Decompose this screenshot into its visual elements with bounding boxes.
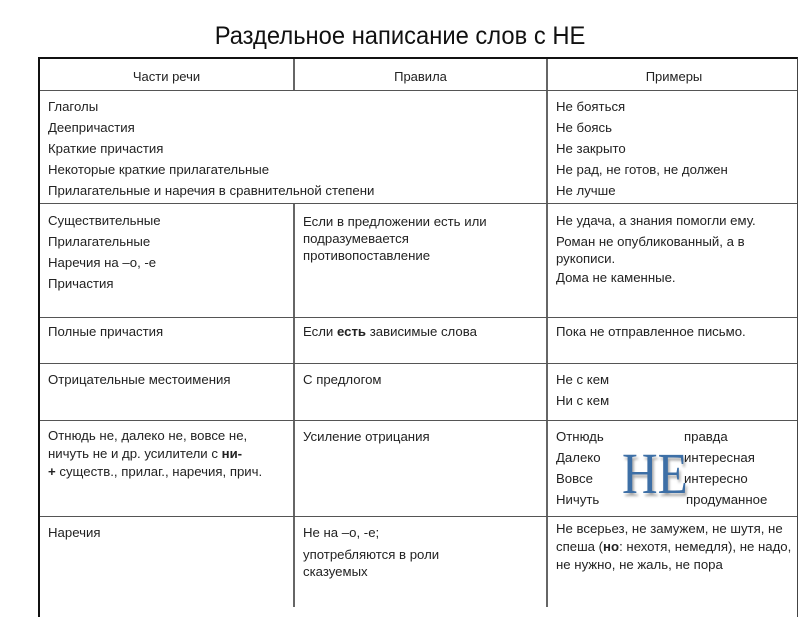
example-item: Не с кем bbox=[556, 372, 610, 387]
example-left: Ничуть bbox=[556, 492, 600, 507]
rules-table bbox=[38, 57, 798, 617]
cell-rule bbox=[295, 517, 548, 607]
example-item: Не боясь bbox=[556, 120, 613, 135]
table-row bbox=[40, 91, 797, 204]
header-rules: Правила bbox=[295, 59, 548, 90]
example-left: Вовсе bbox=[556, 471, 593, 486]
part-item: Деепричастия bbox=[48, 120, 135, 135]
part-item: Существительные bbox=[48, 213, 161, 228]
cell-examples bbox=[548, 364, 800, 420]
example-item: Дома не каменные. bbox=[556, 270, 676, 285]
part-bold: ни- bbox=[221, 446, 243, 461]
ne-logo: НЕ bbox=[622, 441, 688, 506]
example-right: интересно bbox=[684, 471, 748, 486]
rule-bold: есть bbox=[336, 324, 367, 339]
example-right: интересная bbox=[684, 450, 755, 465]
table-row bbox=[40, 517, 797, 607]
example-item: Ни с кем bbox=[556, 393, 610, 408]
part-item: Прилагательные bbox=[48, 234, 151, 249]
page-title: Раздельное написание слов с НЕ bbox=[214, 22, 586, 50]
cell-part: Полные причастия bbox=[40, 318, 295, 363]
example-item: Не закрыто bbox=[556, 141, 626, 156]
example-left: Далеко bbox=[556, 450, 601, 465]
example-item: Роман не опубликованный, а в рукописи. bbox=[556, 234, 745, 266]
rule-line: Не на –о, -е; bbox=[303, 525, 380, 540]
part-bold: + bbox=[48, 464, 56, 479]
part-item: Некоторые краткие прилагательные bbox=[48, 162, 270, 177]
part-item: Прилагательные и наречия в сравнительной степени bbox=[48, 183, 375, 198]
table-row bbox=[40, 421, 797, 517]
cell-examples bbox=[548, 421, 800, 516]
header-parts-of-speech: Части речи bbox=[40, 59, 295, 90]
example-bold: но bbox=[603, 539, 620, 554]
example-right: правда bbox=[684, 429, 728, 444]
table-header-row bbox=[40, 59, 797, 91]
part-item: Глаголы bbox=[48, 99, 99, 114]
part-item: Причастия bbox=[48, 276, 114, 291]
example-item: Не рад, не готов, не должен bbox=[556, 162, 728, 177]
cell-rule: Усиление отрицания bbox=[295, 421, 548, 516]
example-item: Не удача, а знания помогли ему. bbox=[556, 213, 756, 228]
example-left: Отнюдь bbox=[556, 429, 604, 444]
rule-text: зависимые слова bbox=[366, 324, 477, 339]
example-right: продуманное bbox=[686, 492, 768, 507]
cell-example bbox=[548, 517, 800, 607]
table-row bbox=[40, 204, 797, 318]
example-item: Не бояться bbox=[556, 99, 626, 114]
cell-part bbox=[40, 421, 295, 516]
cell-part: Отрицательные местоимения bbox=[40, 364, 295, 420]
part-item: Наречия на –о, -е bbox=[48, 255, 157, 270]
cell-rule: Если в предложении есть или подразумевается противопоставление bbox=[295, 204, 548, 317]
cell-parts bbox=[40, 91, 548, 203]
cell-parts bbox=[40, 204, 295, 317]
rule-text: Если bbox=[303, 324, 337, 339]
table-row bbox=[40, 364, 797, 421]
table-row bbox=[40, 318, 797, 364]
cell-examples bbox=[548, 91, 800, 203]
cell-examples bbox=[548, 204, 800, 317]
cell-part: Наречия bbox=[40, 517, 295, 607]
example-text: Не всерьез, не замужем, не шутя, не спеша ( bbox=[556, 521, 783, 554]
part-item: Краткие причастия bbox=[48, 141, 164, 156]
example-text: : нехотя, немедля), не надо, не нужно, не жаль, не пора bbox=[556, 539, 792, 572]
rule-line: употребляются в роли сказуемых bbox=[303, 547, 440, 579]
cell-example: Пока не отправленное письмо. bbox=[556, 324, 746, 339]
cell-rule bbox=[295, 318, 548, 363]
header-examples: Примеры bbox=[645, 69, 703, 84]
part-text: Отнюдь не, далеко не, вовсе не, ничуть не и др. усилители с bbox=[48, 428, 248, 461]
part-text: существ., прилаг., наречия, прич. bbox=[55, 464, 263, 479]
example-item: Не лучше bbox=[556, 183, 616, 198]
cell-rule: С предлогом bbox=[295, 364, 548, 420]
